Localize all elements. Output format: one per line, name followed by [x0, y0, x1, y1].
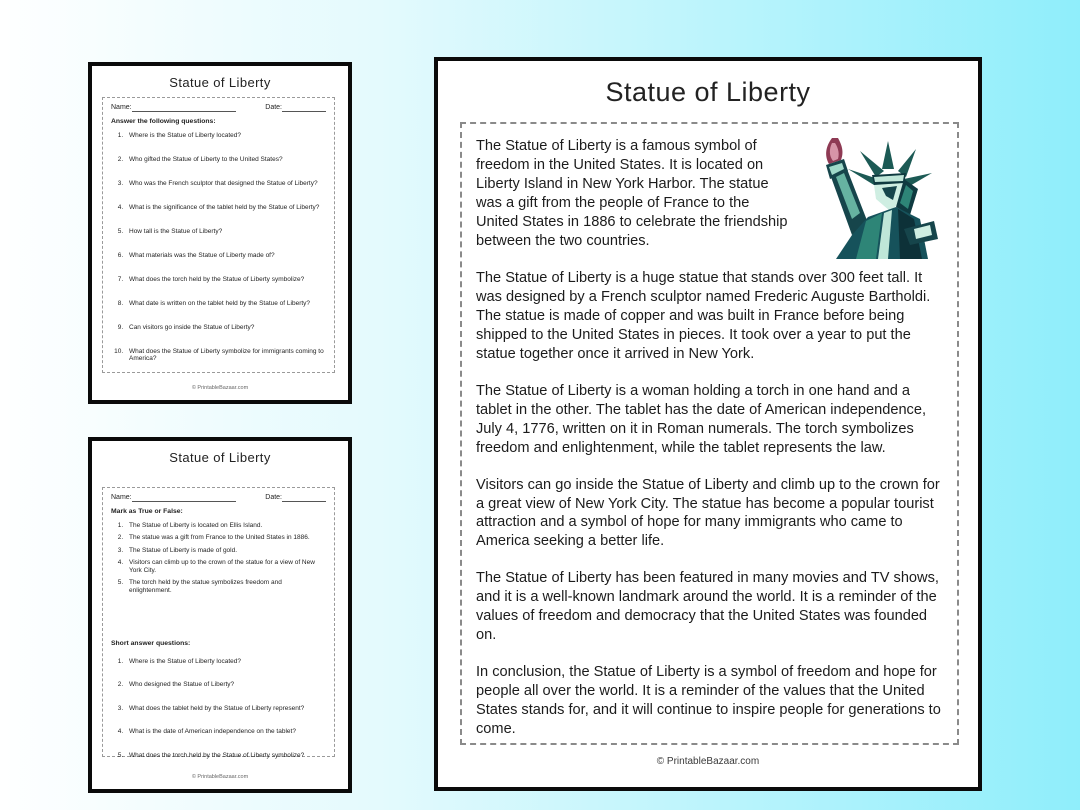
worksheet1-question: 2. Who gifted the Statue of Liberty to the United States? — [125, 156, 326, 163]
worksheet2-name-fill-line — [132, 495, 236, 502]
statue-of-liberty-illustration — [801, 137, 943, 259]
article-paragraph: In conclusion, the Statue of Liberty is a symbol of freedom and hope for people all over the world. It is a reminder of the values that the United States stands for, and it will continue to inspire people for generations to come. — [476, 664, 941, 738]
article-title: Statue of Liberty — [605, 77, 811, 107]
article-paragraph: The Statue of Liberty is a famous symbol of freedom in the United States. It is located on Liberty Island in New York Harbor. The statue was a gift from the people of France to the United States in 1886 to celebrate the friendship between the two countries. — [476, 138, 788, 249]
worksheet2-truefalse-list — [111, 522, 326, 594]
article-paragraph: The Statue of Liberty has been featured in many movies and TV shows, and it is a well-known landmark around the world. It is a reminder of the values of freedom and democracy that the United States was founded on. — [476, 570, 939, 644]
worksheet1-question: 1. Where is the Statue of Liberty located? — [125, 132, 326, 139]
worksheet2-footer: © PrintableBazaar.com — [191, 774, 249, 780]
worksheet1-name-date-row — [111, 104, 326, 112]
worksheet1-question: 5. How tall is the Statue of Liberty? — [125, 228, 326, 235]
worksheet2-title: Statue of Liberty — [169, 450, 271, 465]
worksheet1-section-heading: Answer the following questions: — [111, 118, 216, 126]
article-content-frame — [460, 122, 959, 745]
worksheet1-question: 8. What date is written on the tablet held by the Statue of Liberty? — [125, 300, 326, 307]
worksheet2-shortanswer-question: 5. What does the torch held by the Statue of Liberty symbolize? — [125, 752, 326, 759]
worksheet1-name-label: Name: — [111, 104, 132, 111]
worksheet1-question: 3. Who was the French sculptor that designed the Statue of Liberty? — [125, 180, 326, 187]
worksheet2-truefalse-item: 1. The Statue of Liberty is located on Ellis Island. — [125, 522, 326, 529]
worksheet1-question: 10. What does the Statue of Liberty symbolize for immigrants coming to America? — [125, 348, 326, 363]
worksheet1-date-label: Date: — [265, 104, 282, 111]
worksheet2-truefalse-item: 5. The torch held by the statue symbolizes freedom and enlightenment. — [125, 579, 326, 594]
statue-of-liberty-icon — [801, 137, 943, 259]
article-footer: © PrintableBazaar.com — [656, 756, 760, 767]
worksheet1-content-frame — [102, 97, 335, 373]
reading-passage-page — [434, 57, 982, 791]
worksheet2-shortanswer-question: 1. Where is the Statue of Liberty located? — [125, 658, 326, 665]
worksheet2-truefalse-item: 4. Visitors can climb up to the crown of the statue for a view of New York City. — [125, 559, 326, 574]
worksheet2-shortanswer-list — [111, 658, 326, 759]
worksheet2-shortanswer-question: 4. What is the date of American independence on the tablet? — [125, 728, 326, 735]
worksheet2-truefalse-item: 2. The statue was a gift from France to the United States in 1886. — [125, 534, 326, 541]
article-paragraph: Visitors can go inside the Statue of Liberty and climb up to the crown for a great view of New York City. The statue has become a popular tourist attraction and a symbol of hope for many immigrants who came to America seeking a better life. — [476, 476, 940, 550]
worksheet1-date-fill-line — [282, 105, 326, 112]
worksheet2-date-fill-line — [282, 495, 326, 502]
worksheet2-name-label: Name: — [111, 494, 132, 501]
worksheet1-question: 6. What materials was the Statue of Liberty made of? — [125, 252, 326, 259]
worksheet2-truefalse-item: 3. The Statue of Liberty is made of gold. — [125, 547, 326, 554]
worksheet1-title: Statue of Liberty — [169, 75, 271, 90]
article-paragraph: The Statue of Liberty is a woman holding a torch in one hand and a tablet in the other. The tablet has the date of American independence, July 4, 1776, written on it in Roman numerals. The torch symbolizes freedom and enlightenment, while the tablet represents the law. — [476, 382, 927, 456]
worksheet-truefalse-page — [88, 437, 352, 793]
worksheet2-name-date-row — [111, 494, 326, 502]
worksheet1-question: 7. What does the torch held by the Statue of Liberty symbolize? — [125, 276, 326, 283]
worksheet2-content-frame — [102, 487, 335, 757]
worksheet-questions-page — [88, 62, 352, 404]
worksheet1-question-list — [111, 132, 326, 363]
worksheet1-question: 9. Can visitors go inside the Statue of Liberty? — [125, 324, 326, 331]
worksheet1-name-fill-line — [132, 105, 236, 112]
worksheet2-truefalse-heading: Mark as True or False: — [111, 508, 183, 516]
worksheet1-footer: © PrintableBazaar.com — [191, 385, 249, 391]
worksheet2-date-label: Date: — [265, 494, 282, 501]
worksheet2-shortanswer-question: 2. Who designed the Statue of Liberty? — [125, 681, 326, 688]
worksheet2-shortanswer-question: 3. What does the tablet held by the Statue of Liberty represent? — [125, 705, 326, 712]
worksheet1-question: 4. What is the significance of the tablet held by the Statue of Liberty? — [125, 204, 326, 211]
worksheet2-shortanswer-heading: Short answer questions: — [111, 640, 191, 648]
article-paragraph: The Statue of Liberty is a huge statue that stands over 300 feet tall. It was designed by a French sculptor named Frederic Auguste Bartholdi. The statue is made of copper and was built in France before being shipped to the United States in pieces. It took over a year to put the statue together once it arrived in New York. — [476, 269, 931, 362]
